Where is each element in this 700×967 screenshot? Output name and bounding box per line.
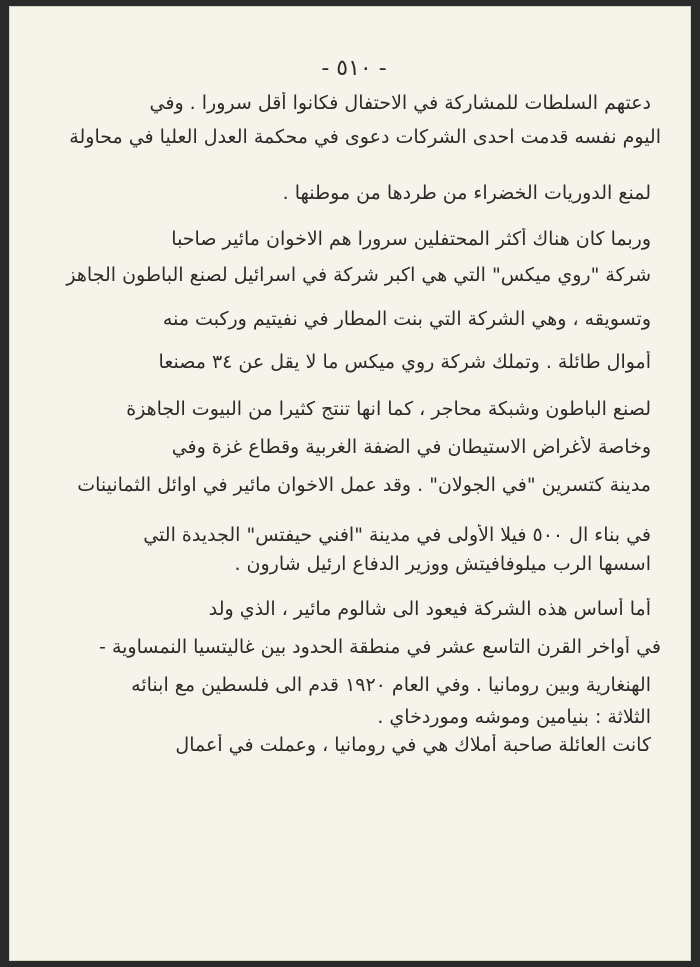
text-line: الثلاثة : بنيامين وموشه وموردخاي .	[377, 706, 651, 728]
page-number: - ٥١٠ -	[321, 56, 387, 81]
text-line: الهنغارية وبين رومانيا . وفي العام ١٩٢٠ قدم الى فلسطين مع ابنائه	[131, 674, 651, 696]
text-line: اسسها الرب ميلوفافيتش ووزير الدفاع ارئيل شارون .	[234, 553, 651, 575]
text-line: شركة "روي ميكس" التي هي اكبر شركة في اسرائيل لصنع الباطون الجاهز	[66, 264, 651, 286]
text-line: دعتهم السلطات للمشاركة في الاحتفال فكانوا أقل سرورا . وفي	[149, 92, 651, 114]
text-line: اليوم نفسه قدمت احدى الشركات دعوى في محكمة العدل العليا في محاولة	[69, 126, 661, 148]
text-line: وخاصة لأغراض الاستيطان في الضفة الغربية وقطاع غزة وفي	[171, 436, 651, 458]
text-line: في أواخر القرن التاسع عشر في منطقة الحدود بين غاليتسيا النمساوية -	[99, 636, 661, 658]
text-line: في بناء ال ٥٠٠ فيلا الأولى في مدينة "افني حيفتس" الجديدة التي	[143, 524, 651, 546]
text-line: أموال طائلة . وتملك شركة روي ميكس ما لا يقل عن ٣٤ مصنعا	[158, 351, 651, 373]
text-line: لصنع الباطون وشبكة محاجر ، كما انها تنتج كثيرا من البيوت الجاهزة	[126, 398, 651, 420]
text-line: لمنع الدوريات الخضراء من طردها من موطنها .	[282, 182, 651, 204]
text-line: وتسويقه ، وهي الشركة التي بنت المطار في نفيتيم وركبت منه	[162, 308, 651, 330]
document-page	[9, 6, 691, 961]
text-line: مدينة كتسرين "في الجولان" . وقد عمل الاخوان مائير في اوائل الثمانينات	[77, 474, 651, 496]
text-line: كانت العائلة صاحبة أملاك هي في رومانيا ، وعملت في أعمال	[175, 734, 651, 756]
text-line: أما أساس هذه الشركة فيعود الى شالوم مائير ، الذي ولد	[208, 598, 651, 620]
text-line: وربما كان هناك أكثر المحتفلين سرورا هم الاخوان مائير صاحبا	[171, 228, 651, 250]
